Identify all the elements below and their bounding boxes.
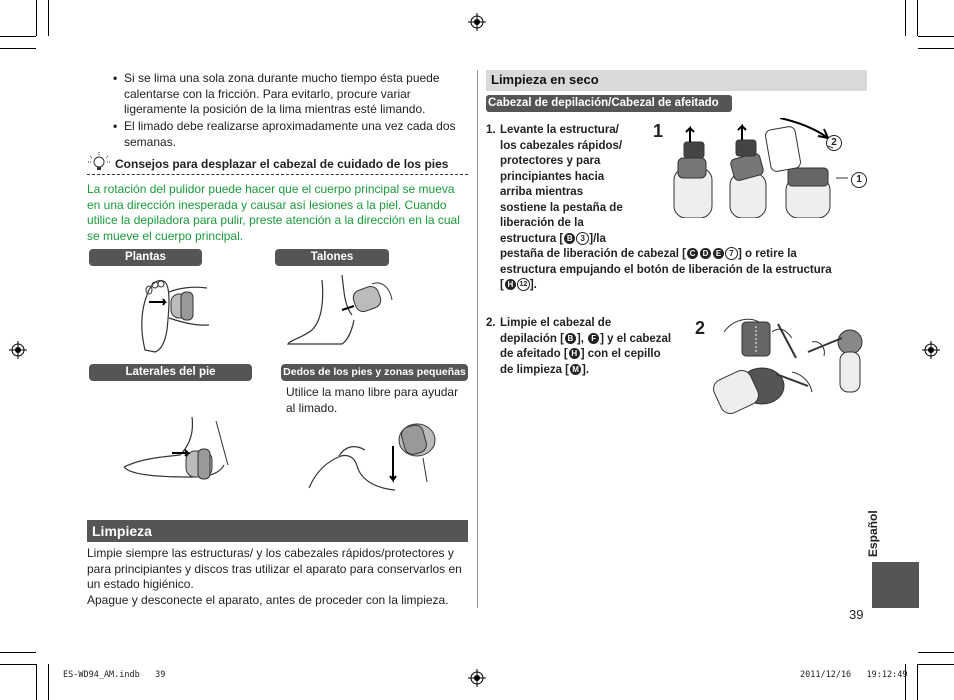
marker-B: B — [565, 333, 576, 344]
step1-line — [500, 232, 660, 248]
side-foot-illustration — [120, 415, 240, 490]
heel-illustration — [282, 270, 397, 350]
marker-E: E — [713, 248, 724, 259]
brush-cleaning-illustration — [712, 312, 864, 418]
text-fragment: ]. — [582, 363, 590, 376]
marker-H: H — [505, 279, 516, 290]
callout-2: 2 — [826, 135, 842, 151]
slug-datetime: 2011/12/16 19:12:49 — [800, 670, 908, 680]
column-divider — [477, 70, 478, 608]
bullet-dot: • — [113, 119, 118, 133]
label-plantas: Plantas — [89, 249, 202, 266]
step2-number: 2. — [486, 317, 496, 329]
text-fragment: de limpieza [ — [500, 363, 570, 376]
tips-underline — [87, 174, 468, 176]
step1-continued — [500, 247, 860, 294]
dedos-note: Utilice la mano libre para ayudar al limado. — [286, 385, 459, 415]
step2-line — [500, 363, 690, 379]
figure2-number: 2 — [695, 318, 706, 338]
foot-sole-illustration — [135, 270, 215, 355]
limpieza-text-1: Limpie siempre las estructuras/ y los cabezales rápidos/protectores y para principiantes y discos tras utilizar el aparato para conservarlos en un estado higiénico. — [87, 546, 462, 591]
marker-F: F — [588, 333, 599, 344]
bullet-dot: • — [113, 71, 118, 85]
marker-12: 12 — [517, 278, 530, 291]
registration-mark-right — [922, 341, 940, 359]
step2-line — [500, 347, 690, 363]
marker-C: C — [687, 248, 698, 259]
text-fragment: de afeitado [ — [500, 348, 568, 360]
text-fragment: ] o retire la — [737, 248, 797, 260]
step1-line: principiantes hacia — [500, 170, 605, 183]
label-laterales: Laterales del pie — [89, 364, 252, 381]
step1-line: arriba mientras — [500, 186, 584, 198]
label-dedos: Dedos de los pies y zonas pequeñas — [281, 364, 468, 381]
language-tab-label: Español — [866, 510, 880, 557]
step1-text — [500, 123, 660, 247]
marker-7: 7 — [725, 247, 738, 260]
language-tab — [872, 562, 919, 608]
step1-line: protectores y para — [500, 155, 601, 167]
step1-number: 1. — [486, 124, 496, 136]
page-number: 39 — [849, 607, 864, 622]
text-fragment: pestaña de liberación de cabezal [ — [500, 248, 686, 260]
toes-illustration — [305, 418, 445, 493]
figure1-number: 1 — [653, 121, 664, 141]
label-talones: Talones — [275, 249, 389, 266]
text-fragment: ] con el cepillo — [580, 348, 661, 360]
marker-D: D — [700, 248, 711, 259]
tips-text: La rotación del pulidor puede hacer que el cuerpo principal se mueva en una dirección inesperada y causar así lesiones a la piel. Cuando utilice la depiladora para pulir, preste atención a la dirección en la cual se mueve el cuerpo principal. — [87, 182, 460, 243]
registration-mark-top — [468, 13, 486, 31]
step2-line: Limpie el cabezal de — [500, 317, 612, 329]
marker-H: H — [569, 348, 580, 359]
step1-line: Levante la estructura/ — [500, 124, 619, 136]
subsection-label: Cabezal de depilación/Cabezal de afeitado — [486, 95, 732, 112]
text-fragment: ], — [576, 332, 588, 345]
step2-text — [500, 316, 690, 378]
bullet-item — [113, 71, 469, 118]
text-fragment: ]/la — [589, 232, 606, 245]
text-fragment: estructura [ — [500, 232, 564, 245]
marker-M: M — [570, 364, 581, 375]
step1-line: estructura empujando el botón de liberación de la estructura — [500, 263, 832, 276]
marker-B: B — [564, 233, 575, 244]
text-fragment: [ — [500, 279, 504, 291]
step1-line: los cabezales rápidos/ — [500, 139, 623, 152]
limpieza-text-2: Apague y desconecte el aparato, antes de proceder con la limpieza. — [87, 593, 449, 607]
registration-mark-left — [9, 341, 27, 359]
lightbulb-icon — [87, 152, 111, 174]
step1-line — [500, 247, 860, 263]
callout-1: 1 — [851, 172, 867, 188]
text-fragment: depilación [ — [500, 332, 564, 345]
limpieza-seco-header: Limpieza en seco — [486, 70, 867, 91]
slug-file: ES-WD94_AM.indb 39 — [63, 670, 166, 680]
text-fragment: ] y el cabezal — [600, 332, 672, 345]
registration-mark-bottom — [468, 669, 486, 687]
limpieza-header: Limpieza — [87, 520, 468, 542]
step1-line — [500, 278, 860, 294]
text-fragment: ]. — [529, 279, 537, 291]
tips-title: Consejos para desplazar el cabezal de cuidado de los pies — [115, 157, 449, 171]
step1-line: sostiene la pestaña de — [500, 201, 623, 214]
marker-3: 3 — [576, 232, 589, 245]
bullet-item — [113, 119, 469, 150]
step2-line — [500, 332, 690, 348]
remove-head-illustration — [668, 118, 868, 218]
step1-line: liberación de la — [500, 217, 584, 229]
bullet-text: El limado debe realizarse aproximadamente una vez cada dos semanas. — [124, 119, 456, 149]
bullet-text: Si se lima una sola zona durante mucho tiempo ésta puede calentarse con la fricción. Para evitarlo, procure variar ligeramente la posición de la lima mientras esté limando. — [124, 71, 440, 116]
